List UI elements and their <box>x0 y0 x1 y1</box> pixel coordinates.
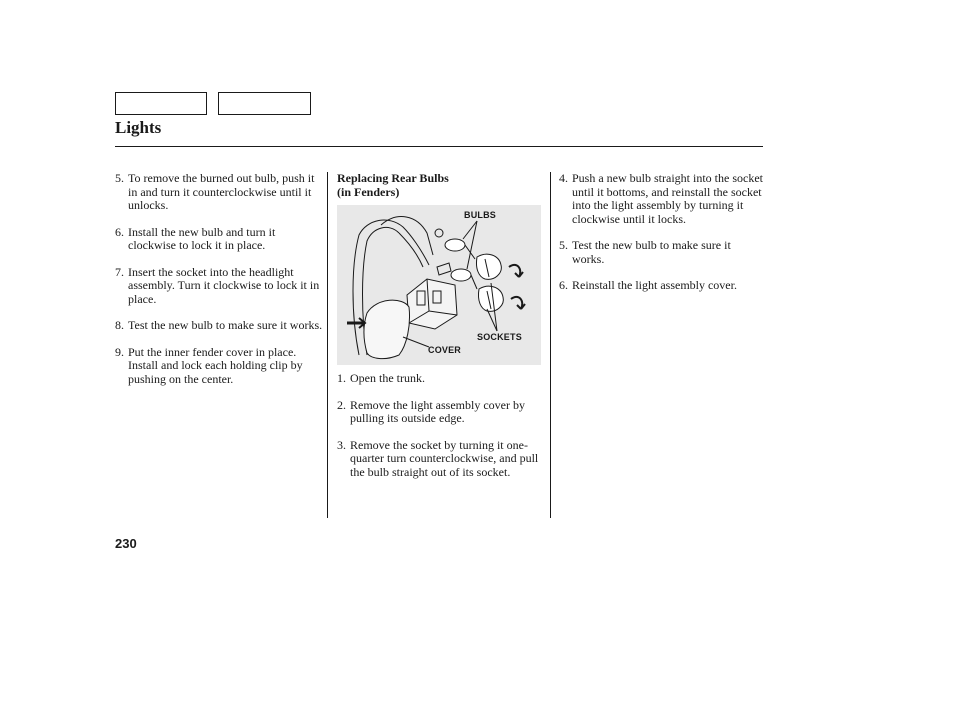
step-number: 3. <box>337 437 346 452</box>
list-item <box>337 372 545 386</box>
list-item <box>337 399 545 426</box>
step-text: Put the inner fender cover in place. Install and lock each holding clip by pushing on the center. <box>128 344 303 386</box>
step-text: Insert the socket into the headlight assembly. Turn it clockwise to lock it in place. <box>128 264 320 306</box>
list-item <box>115 226 323 253</box>
step-number: 6. <box>559 278 568 292</box>
step-number: 7. <box>115 264 124 279</box>
nav-tab-box-right[interactable] <box>218 92 311 115</box>
list-item <box>337 439 545 480</box>
step-number: 5. <box>115 171 124 185</box>
step-text: Test the new bulb to make sure it works. <box>572 238 731 266</box>
list-item <box>559 239 763 266</box>
step-number: 9. <box>115 344 124 359</box>
section-title: Lights <box>115 118 162 137</box>
step-text: Reinstall the light assembly cover. <box>572 278 737 292</box>
list-item <box>115 172 323 213</box>
step-text: Install the new bulb and turn it clockwise to lock it in place. <box>128 224 276 252</box>
list-item <box>115 319 323 333</box>
column-divider-1 <box>327 172 328 518</box>
column-3-steps <box>559 172 763 306</box>
step-number: 2. <box>337 397 346 412</box>
callout-cover: COVER <box>428 345 462 355</box>
title-divider <box>115 146 763 147</box>
step-number: 5. <box>559 238 568 252</box>
step-text: Push a new bulb straight into the socket until it bottoms, and reinstall the socket into the light assembly by turning it clockwise until it locks. <box>572 171 763 226</box>
list-item <box>115 346 323 387</box>
step-number: 8. <box>115 318 124 332</box>
step-number: 6. <box>115 224 124 239</box>
rear-bulb-illustration <box>337 205 541 365</box>
nav-tab-box-left[interactable] <box>115 92 207 115</box>
step-text: Remove the socket by turning it one-quarter turn counterclockwise, and pull the bulb straight out of its socket. <box>350 437 539 479</box>
page-number: 230 <box>115 536 137 551</box>
subsection-heading <box>337 172 537 199</box>
list-item <box>559 172 763 226</box>
step-text: Test the new bulb to make sure it works. <box>128 318 323 332</box>
list-item <box>115 266 323 307</box>
column-2-steps <box>337 372 545 492</box>
list-item <box>559 279 763 293</box>
subsection-heading-line-2: (in Fenders) <box>337 184 400 199</box>
step-number: 1. <box>337 371 346 385</box>
step-number: 4. <box>559 171 568 185</box>
step-text: Open the trunk. <box>350 371 425 385</box>
column-1-steps <box>115 172 323 399</box>
subsection-heading-line-1: Replacing Rear Bulbs <box>337 171 449 185</box>
callout-sockets: SOCKETS <box>477 332 522 342</box>
callout-bulbs: BULBS <box>464 210 496 220</box>
column-divider-2 <box>550 172 551 518</box>
step-text: To remove the burned out bulb, push it in and turn it counterclockwise until it unlocks. <box>128 171 315 212</box>
step-text: Remove the light assembly cover by pulling its outside edge. <box>350 397 525 425</box>
